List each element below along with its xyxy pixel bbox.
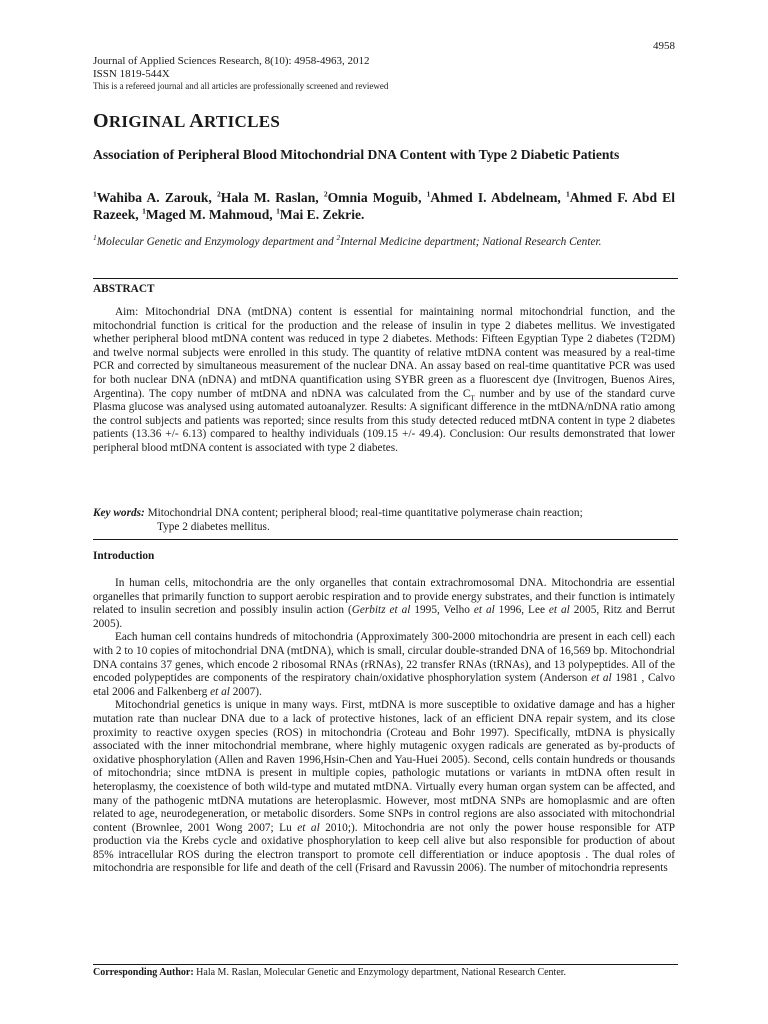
paragraph <box>93 631 675 699</box>
section-heading-cap-a: A <box>189 110 204 132</box>
introduction-heading: Introduction <box>93 550 155 562</box>
citation-italic: Gerbitz et al <box>351 604 411 617</box>
abstract-text-part: number and by use of the standard curve Plasma glucose was analysed using automated autoanalyzer. Results: A significant difference in the mtDNA/nDNA ratio among the control subjects and patients was reported; since results from this study detected reduced mtDNA content in type 2 diabetes patients (13.36 +/- 6.13) compared to healthy individuals (109.15 +/- 49.4). Conclusion: Our results demonstrated that lower peripheral blood mtDNA content is associated with type 2 diabetes. <box>93 387 675 454</box>
abstract-text <box>93 306 675 456</box>
author-name: Hala M. Raslan, <box>220 190 324 205</box>
citation-italic: et al <box>210 685 230 698</box>
citation-italic: et al <box>548 604 570 617</box>
author-affil-marker: 1 <box>276 206 280 216</box>
author-name: Wahiba A. Zarouk, <box>96 190 217 205</box>
text-run: In human cells, mitochondria are the only organelles that contain extrachromosomal DNA. Mitochondria are essential organelles that primarily function to support aerobic respiration and to provide energy substrates, and their function is intimately related to insulin secretion and possibly insulin action ( <box>93 577 675 617</box>
article-title: Association of Peripheral Blood Mitochondrial DNA Content with Type 2 Diabetic Patients <box>93 147 620 162</box>
abstract-subscript: T <box>470 392 475 402</box>
affil-dept: Molecular Genetic and Enzymology department and <box>96 236 337 248</box>
author-list <box>93 189 675 223</box>
author-name: Ahmed I. Abdelneam, <box>430 190 566 205</box>
section-heading-part1: RIGINAL <box>108 112 190 131</box>
section-heading-part2: RTICLES <box>203 112 281 131</box>
corresponding-author <box>93 967 675 979</box>
author-name: Maged M. Mahmoud, <box>145 207 277 222</box>
affiliation <box>93 235 675 250</box>
affil-marker: 1 <box>93 233 97 243</box>
citation-italic: et al <box>473 604 495 617</box>
keywords-line1: Mitochondrial DNA content; peripheral blood; real-time quantitative polymerase chain reaction; <box>144 507 583 519</box>
keywords-label: Key words: <box>93 507 145 519</box>
author-name: Mai E. Zekrie. <box>279 207 365 222</box>
section-heading-cap-o: O <box>93 110 109 132</box>
author-name: Omnia Moguib, <box>327 190 427 205</box>
text-run: 1995, Velho <box>410 604 474 617</box>
abstract-text-part: Aim: Mitochondrial DNA (mtDNA) content is essential for maintaining normal mitochondrial function, and the mitochondrial function is critical for the production and the release of insulin in type 2 diabetes mellitus. We investigated whether peripheral blood mtDNA content was reduced in type 2 diabetes. Methods: Fifteen Egyptian Type 2 diabetes (T2DM) and twelve normal subjects were enrolled in this study. The quantity of relative mtDNA content was measured by a real-time PCR and corrected by simultaneous measurement of the nuclear DNA. An assay based on real-time quantitative PCR was used for both nuclear DNA (nDNA) and mtDNA quantification using SYBR green as a fluorescent dye (Invitrogen, Buenos Aires, Argentina). The copy number of mtDNA and nDNA was calculated from the C <box>93 306 675 400</box>
page-number: 4958 <box>653 40 675 52</box>
keywords-line2: Type 2 diabetes mellitus. <box>157 521 270 533</box>
keywords <box>93 506 675 534</box>
footer-divider <box>93 964 678 965</box>
author <box>324 190 427 205</box>
author-affil-marker: 1 <box>93 189 97 199</box>
text-run: 2007). <box>229 685 262 698</box>
text-run: Each human cell contains hundreds of mitochondria (Approximately 300-2000 mitochondria are present in each cell) each with 2 to 10 copies of mitochondrial DNA (mtDNA), which is small, circular double-stranded DNA of 16,569 bp. Mitochondrial DNA contains 37 genes, which encode 2 ribosomal RNAs (rRNAs), 22 transfer RNAs (tRNAs), and 13 polypeptides. All of the encoded polypeptides are components of the respiratory chain/oxidative phosphorylation system (Anderson <box>93 631 675 685</box>
author-affil-marker: 1 <box>142 206 146 216</box>
text-run: 2010;). Mitochondria are not only the power house responsible for ATP production via the Krebs cycle and oxidative phosphorylation to keep cell alive but also responsible for production of about 85% intracellular ROS during the electron transport to promote cell differentiation or induce apoptosis . The dual roles of mitochondria are responsible for life and death of the cell (Frisard and Ravussin 2006). The number of mitochondria represents <box>93 821 676 875</box>
abstract-divider <box>93 539 678 540</box>
journal-citation: Journal of Applied Sciences Research, 8(10): 4958-4963, 2012 <box>93 55 370 67</box>
footer-text: Hala M. Raslan, Molecular Genetic and Enzymology department, National Research Center. <box>193 967 567 978</box>
author <box>427 190 566 205</box>
journal-issn: ISSN 1819-544X <box>93 68 170 80</box>
introduction-body <box>93 577 675 876</box>
author <box>142 207 276 222</box>
text-run: 2005, Ritz and Berrut 2005). <box>93 604 676 630</box>
paragraph <box>93 577 675 631</box>
author <box>217 190 324 205</box>
affil-dept: Internal Medicine department; National Research Center. <box>340 236 602 248</box>
author-affil-marker: 2 <box>323 189 328 199</box>
author <box>276 207 364 222</box>
journal-header <box>93 55 675 92</box>
author-affil-marker: 2 <box>217 189 221 199</box>
citation-italic: et al <box>297 821 320 834</box>
author-affil-marker: 1 <box>566 189 570 199</box>
section-heading <box>93 110 280 133</box>
footer-label: Corresponding Author: <box>93 967 194 978</box>
text-run: 1996, Lee <box>494 604 549 617</box>
author <box>93 190 217 205</box>
header-divider <box>93 278 678 279</box>
author-name: Ahmed F. Abd El Razeek, <box>93 190 676 222</box>
abstract-heading: ABSTRACT <box>93 283 155 295</box>
paragraph <box>93 699 675 876</box>
journal-note: This is a refereed journal and all articles are professionally screened and reviewed <box>93 81 389 91</box>
author-affil-marker: 1 <box>426 189 431 199</box>
citation-italic: et al <box>591 672 612 685</box>
text-run: 1981 , Calvo etal 2006 and Falkenberg <box>93 672 675 698</box>
affil-marker: 2 <box>336 233 341 243</box>
text-run: Mitochondrial genetics is unique in many ways. First, mtDNA is more susceptible to oxidative damage and has a higher mutation rate than nuclear DNA due to a lack of protective histones, lack of an efficient DNA repair system, and its close proximity to reactive oxygen species (ROS) in mitochondria (Croteau and Bohr 1997). Specifically, mtDNA is physically associated with the inner mitochondrial membrane, where highly mutagenic oxygen radicals are generated as by-products of oxidative phosphorylation (Allen and Raven 1996,Hsin-Chen and Yau-Huei 2005). Second, cells contain hundreds or thousands of mitochondria; since mtDNA is present in multiple copies, pathologic mutations or variants in mtDNA often result in heteroplasmy, the coexistence of both wild-type and mutated mtDNA. Virtually every human organ system can be affected, and many of the pathogenic mtDNA mutations are heteroplasmic. However, most mtDNA SNPs are homoplasmic and are often related to age, neurodegeneration, or metabolic disorders. Some SNPs in control regions are also associated with mitochondrial content (Brownlee, 2001 Wong 2007; Lu <box>93 699 675 834</box>
